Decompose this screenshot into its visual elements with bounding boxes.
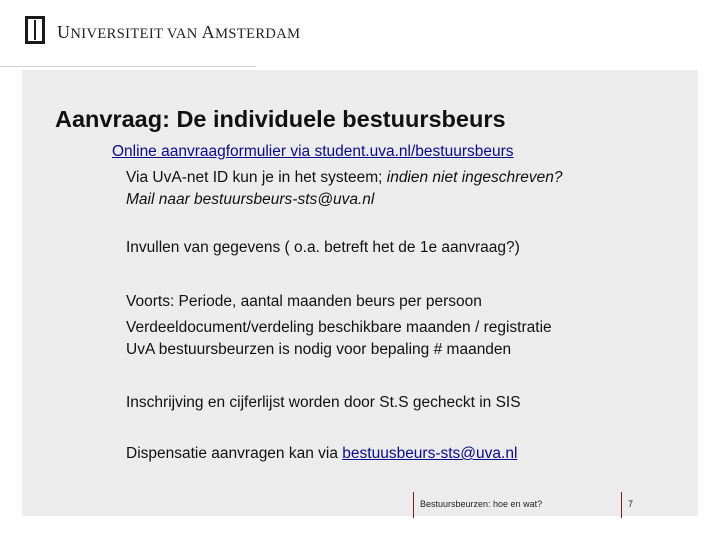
uva-logo-icon [25, 16, 45, 44]
bullet-period: Voorts: Periode, aantal maanden beurs per persoon [126, 293, 482, 310]
university-name-initial-2: A [201, 22, 216, 42]
footer-title: Bestuursbeurzen: hoe en wat? [420, 499, 543, 509]
page-number: 7 [628, 499, 634, 509]
bullet-fill-in-data: Invullen van gegevens ( o.a. betreft het de 1e aanvraag?) [126, 239, 520, 256]
slide-title: Aanvraag: De individuele bestuursbeurs [55, 106, 506, 132]
uva-net-id-text: Via UvA-net ID kun je in het systeem; [126, 169, 387, 186]
university-name-part-1: NIVERSITEIT VAN [70, 26, 202, 42]
svg-text:x: x [33, 34, 37, 41]
application-form-link[interactable]: Online aanvraagformulier via student.uva.nl/bestuursbeurs [112, 143, 514, 160]
bullet-enrollment-check: Inschrijving en cijferlijst worden door St.S gecheckt in SIS [126, 394, 521, 411]
footer-divider-right [621, 492, 622, 518]
header [0, 0, 720, 66]
bullet-dispensation [126, 445, 517, 463]
dispensation-email-link[interactable]: bestuusbeurs-sts@uva.nl [342, 445, 518, 462]
header-divider [0, 66, 256, 67]
university-name-part-2: MSTERDAM [215, 26, 301, 42]
dispensation-text: Dispensatie aanvragen kan via [126, 445, 343, 462]
svg-text:x: x [33, 21, 37, 28]
bullet-distribution-document: Verdeeldocument/verdeling beschikbare maanden / registratie [126, 319, 552, 336]
university-name [57, 22, 300, 43]
university-name-initial-1: U [57, 22, 71, 42]
not-registered-text: indien niet ingeschreven? [386, 169, 563, 186]
mail-instruction-text: Mail naar bestuursbeurs-sts@uva.nl [126, 191, 375, 208]
bullet-uva-net-id [126, 169, 563, 187]
bullet-registration-needed: UvA bestuursbeurzen is nodig voor bepaling # maanden [126, 341, 512, 358]
svg-text:x: x [33, 28, 37, 34]
footer-divider-left [413, 492, 414, 518]
